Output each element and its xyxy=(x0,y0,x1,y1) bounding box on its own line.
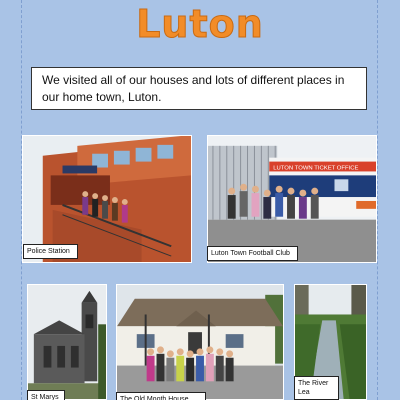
st-marys-photo xyxy=(27,284,107,400)
football-club-photo xyxy=(207,135,377,263)
intro-text: We visited all of our houses and lots of different places in our home town, Luton. xyxy=(42,73,345,104)
st-marys-caption: St Marys xyxy=(27,390,65,400)
police-station-caption: Police Station xyxy=(23,244,78,259)
old-moot-house-caption: The Old Mooth House xyxy=(116,392,206,400)
river-lea-caption: The River Lea xyxy=(294,376,339,400)
intro-text-box xyxy=(31,67,367,110)
page-title: Luton xyxy=(136,2,264,46)
football-club-caption: Luton Town Football Club xyxy=(207,246,298,261)
ticket-office-sign: LUTON TOWN TICKET OFFICE xyxy=(273,165,359,172)
old-moot-house-photo xyxy=(116,284,284,400)
page-guide-right xyxy=(377,0,378,400)
